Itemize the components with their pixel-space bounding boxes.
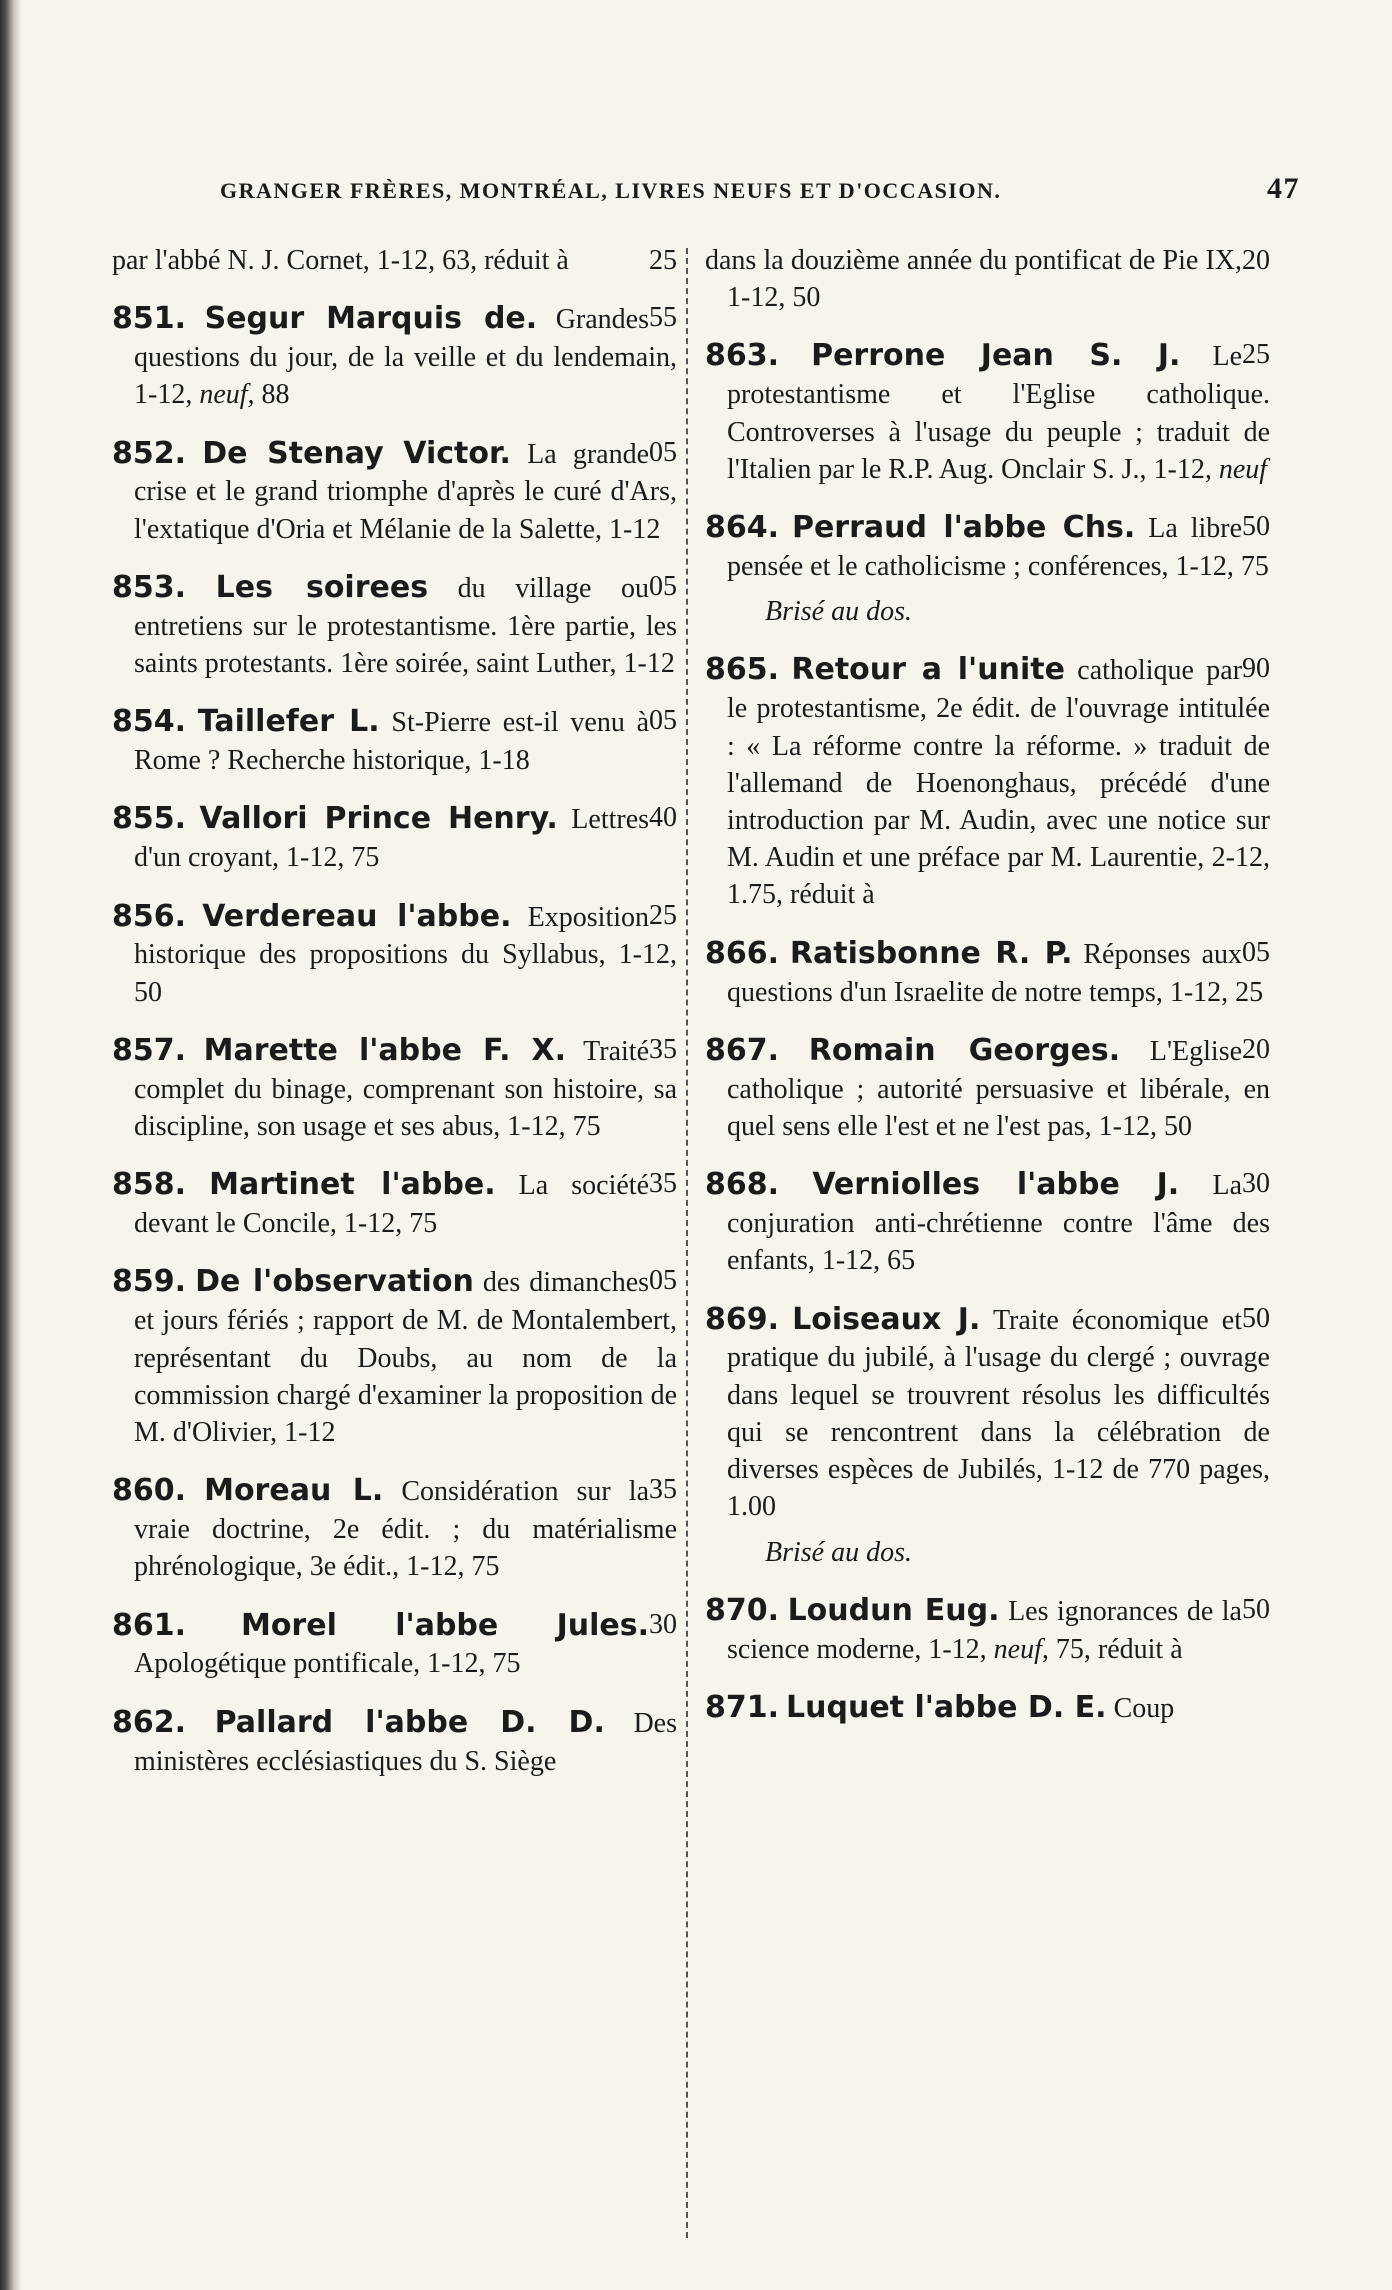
entry-price: 50 [1242,1593,1270,1625]
entry-text: Le protestantisme et l'Eglise catholique. Controverses à l'usage du peuple ; traduit de l'Italien par le R.P. Aug. Onclair S. J., 1-12, [727,341,1270,485]
entry-price: 05 [649,1265,677,1297]
entry-author: Martinet l'abbe. [209,1167,496,1203]
catalog-entry [112,1606,677,1683]
entry-text: Réponses aux questions d'un Israelite de notre temps, 1-12, 25 [727,938,1264,1008]
entry-author: Luquet l'abbe D. E. [786,1689,1107,1725]
entry-number: 854. [112,704,187,740]
entry-price: 05 [649,436,677,468]
entry-price: 50 [1242,511,1270,543]
catalog-entry [112,799,677,876]
entry-author: Taillefer L. [197,704,380,740]
entry-author: Ratisbonne R. P. [789,935,1073,971]
catalog-entry [705,1591,1270,1668]
entry-text-tail: 75, réduit à [1048,1633,1183,1665]
catalog-entry [112,897,677,1011]
entry-price: 50 [1242,1302,1270,1334]
entry-emphasis: neuf, [993,1633,1049,1665]
entry-author: Perrone Jean S. J. [811,338,1181,374]
entry-author: Morel l'abbe Jules. [240,1607,650,1643]
entry-text: Apologétique pontificale, 1-12, 75 [134,1648,521,1680]
entry-number: 871. [705,1689,780,1725]
entry-text-tail: 88 [254,379,290,411]
catalog-entry [112,1471,677,1585]
catalog-entry [112,1703,677,1780]
entry-number: 851. [112,301,187,337]
entry-text: des dimanches et jours fériés ; rapport de M. de Montalembert, représentant du Doubs, au nom de la commission chargé d'examiner la proposition de M. d'Olivier, 1-12 [134,1267,677,1448]
entry-price: 05 [1242,936,1270,968]
catalog-entry [705,1300,1270,1526]
entry-author: Verdereau l'abbe. [202,898,512,934]
entry-author: Loudun Eug. [787,1592,1000,1628]
entry-author: Retour a l'unite [791,652,1065,688]
entry-number: 855. [112,801,187,837]
catalog-entry [705,1165,1270,1279]
entry-price: 90 [1242,653,1270,685]
catalog-entry [112,1031,677,1145]
right-column [705,242,1270,1748]
entry-text: du village ou entretiens sur le protestantisme. 1ère partie, les saints protestants. 1ère soirée, saint Luther, 1-12 [134,572,677,680]
entry-number: 862. [112,1704,187,1740]
catalog-entry [705,336,1270,488]
entry-price: 25 [649,899,677,931]
entry-number: 866. [705,935,780,971]
entry-text: La libre pensée et le catholicisme ; conférences, 1-12, 75 [727,513,1269,582]
entry-price: 35 [649,1168,677,1200]
entry-text: catholique par le protestantisme, 2e édit. de l'ouvrage intitulée : « La réforme contre la réforme. » traduit de l'allemand de Hoenonghaus, précédé d'une introduction par M. Audin, avec une notice sur M. Audin et une préface par M. Laurentie, 2-12, 1.75, réduit à [727,655,1270,911]
entry-author: Segur Marquis de. [204,301,538,337]
entry-emphasis: neuf [1218,453,1268,485]
entry-price: 40 [649,802,677,834]
entry-number: 853. [112,569,187,605]
entry-price: 20 [1242,1033,1270,1065]
entry-text: Lettres d'un croyant, 1-12, 75 [134,804,650,874]
catalog-entry [705,650,1270,913]
entry-number: 860. [112,1473,187,1509]
entry-text: St-Pierre est-il venu à Rome ? Recherche historique, 1-18 [134,707,649,777]
entry-text: La société devant le Concile, 1-12, 75 [134,1170,650,1240]
entry-text: L'Eglise catholique ; autorité persuasive et libérale, en quel sens elle l'est et ne l'est pas, 1-12, 50 [727,1035,1270,1142]
entry-author: Pallard l'abbe D. D. [214,1704,605,1740]
entry-price: 25 [649,245,677,276]
entry-number: 865. [705,652,780,688]
entry-number: 869. [705,1301,780,1337]
entry-text: Coup [1113,1692,1175,1724]
entry-author: Les soirees [215,569,429,605]
catalog-entry [705,1688,1270,1728]
entry-text: La grande crise et le grand triomphe d'après le curé d'Ars, l'extatique d'Oria et Mélanie de la Salette, 1-12 [134,438,677,545]
entry-number: 868. [705,1167,780,1203]
entry-text: Les ignorances de la science moderne, 1-12, [727,1595,1242,1665]
catalog-entry [705,1031,1270,1145]
entry-price: 05 [649,570,677,602]
entry-price: 35 [649,1033,677,1065]
entry-text: dans la douzième année du pontificat de Pie IX, 1-12, 50 [705,245,1242,314]
entry-author: Moreau L. [204,1473,384,1509]
entry-author: Romain Georges. [808,1032,1121,1068]
running-title: GRANGER FRÈRES, MONTRÉAL, LIVRES NEUFS ET D'OCCASION. [220,178,1002,203]
entry-number: 852. [112,435,187,471]
entry-price: 05 [649,705,677,737]
entry-number: 856. [112,898,187,934]
entry-text: Considération sur la vraie doctrine, 2e édit. ; du matérialisme phrénologique, 3e édit., 1-12, 75 [134,1476,677,1583]
entry-price: 35 [649,1474,677,1506]
entry-author: De Stenay Victor. [202,435,511,471]
entry-author: Verniolles l'abbe J. [812,1167,1180,1203]
entry-text: Grandes questions du jour, de la veille et du lendemain, 1-12, [134,304,677,411]
entry-number: 863. [705,338,780,374]
entry-number: 867. [705,1032,780,1068]
entry-text: Traité complet du binage, comprenant son histoire, sa discipline, son usage et ses abus, 1-12, 75 [134,1035,677,1143]
entry-author: Perraud l'abbe Chs. [791,510,1136,546]
column-divider [686,248,688,2238]
catalog-entry [112,1165,677,1242]
entry-price: 55 [649,302,677,334]
entry-number: 857. [112,1032,187,1068]
entry-number: 858. [112,1167,187,1203]
entry-price: 20 [1242,245,1270,276]
entry-author: Vallori Prince Henry. [199,801,558,837]
entry-text: La conjuration anti-chrétienne contre l'âme des enfants, 1-12, 65 [727,1170,1270,1277]
catalog-entry [112,242,677,279]
catalog-entry [112,1262,677,1451]
scan-edge [0,0,22,2290]
entry-number: 864. [705,510,780,546]
entry-author: De l'observation [195,1264,474,1300]
catalog-entry [705,508,1270,585]
entry-text: Exposition historique des propositions du Syllabus, 1-12, 50 [134,901,677,1008]
catalog-entry [112,568,677,682]
entry-emphasis: neuf, [199,379,255,411]
entry-author: Loiseaux J. [792,1301,981,1337]
entry-price: 25 [1242,339,1270,371]
catalog-entry [705,934,1270,1011]
entry-author: Marette l'abbe F. X. [203,1032,567,1068]
catalog-entry [112,702,677,779]
entry-text: Des ministères ecclésiastiques du S. Siège [134,1707,677,1777]
page-header [220,172,1300,206]
page-number: 47 [1267,172,1300,205]
entry-price: 30 [649,1608,677,1640]
catalog-entry [112,434,677,548]
entry-number: 861. [112,1607,187,1643]
entry-number: 870. [705,1592,780,1628]
entry-condition-note: Brisé au dos. [765,1536,912,1568]
entry-number: 859. [112,1264,187,1300]
catalog-entry [112,299,677,413]
entry-text: Traite économique et pratique du jubilé, à l'usage du clergé ; ouvrage dans lequel se trouvrent résolus les difficultés qui se rencontrent dans la célébration de diverses espèces de Jubilés, 1-12 de 770 pages, 1.00 [727,1304,1270,1523]
entry-text: par l'abbé N. J. Cornet, 1-12, 63, réduit à [112,245,569,276]
entry-price: 30 [1242,1168,1270,1200]
entry-condition-note: Brisé au dos. [765,596,912,628]
left-column [112,242,677,1800]
catalog-entry [705,242,1270,316]
